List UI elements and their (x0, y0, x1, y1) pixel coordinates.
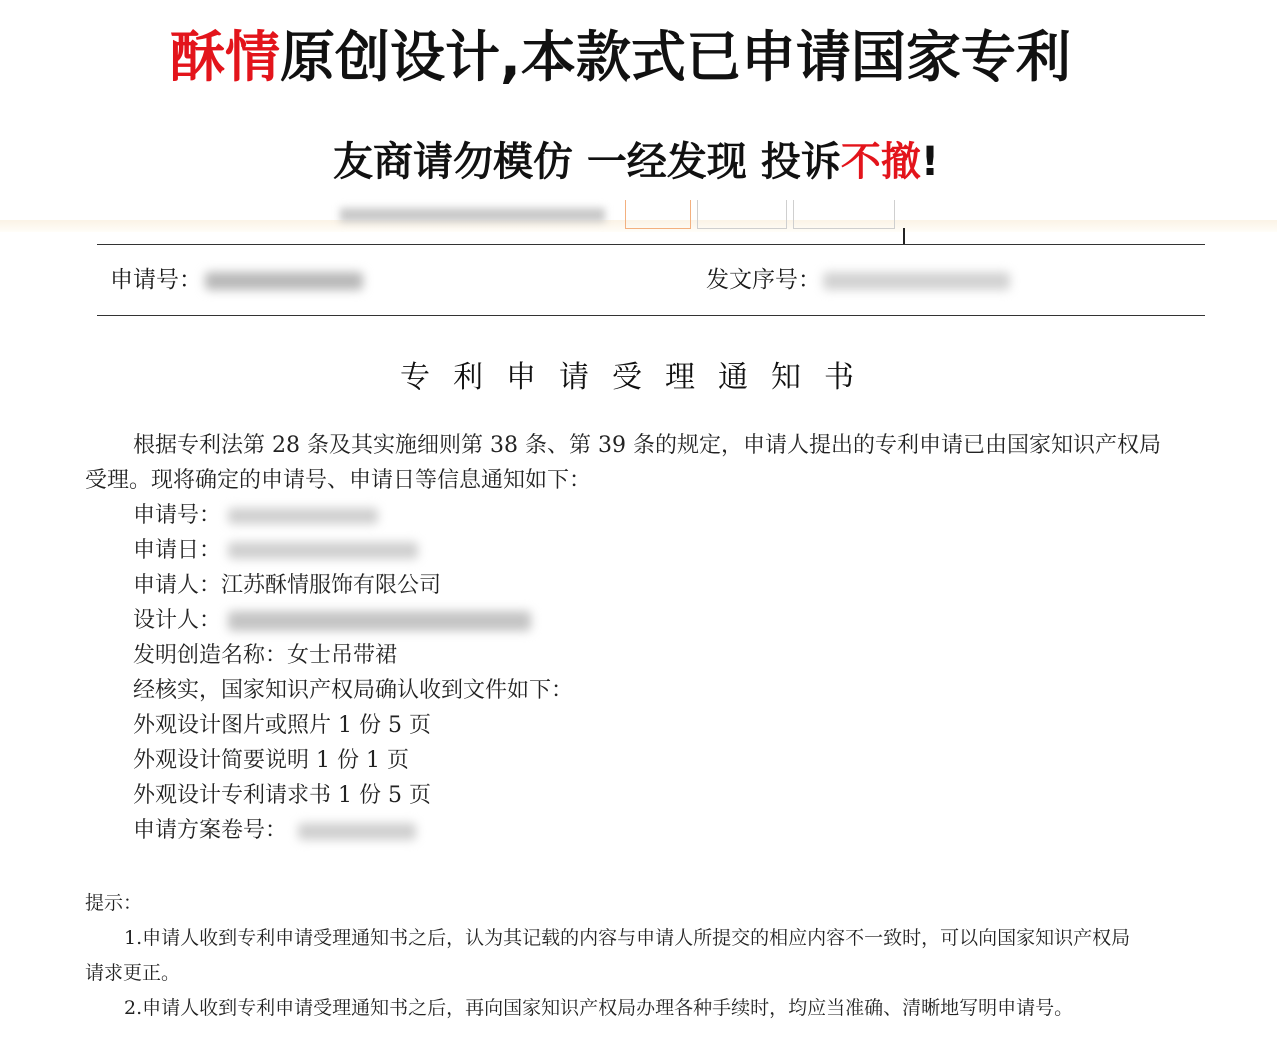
confirm-text: 经核实，国家知识产权局确认收到文件如下： (133, 678, 574, 703)
intro-paragraph-line1: 根据专利法第 28 条及其实施细则第 38 条、第 39 条的规定，申请人提出的专利申请已由国家知识产权局 (133, 433, 1161, 458)
brand-name: 酥情 (170, 25, 281, 89)
application-number-field-redacted (228, 508, 378, 524)
file-item-2: 外观设计简要说明 1 份 1 页 (133, 748, 409, 773)
invention-name-value: 女士吊带裙 (287, 643, 398, 668)
note-1-line2: 请求更正。 (85, 962, 181, 984)
applicant-field (133, 568, 441, 603)
toolbar-button[interactable] (697, 200, 787, 229)
dispatch-number-label: 发文序号： (706, 267, 821, 293)
file-item-1: 外观设计图片或照片 1 份 5 页 (133, 713, 431, 738)
application-number-label: 申请号： (110, 267, 202, 293)
intro-paragraph-line2: 受理。现将确定的申请号、申请日等信息通知如下： (85, 468, 592, 493)
applicant-value: 江苏酥情服饰有限公司 (221, 573, 442, 598)
banner-warning-suffix: ! (920, 139, 940, 185)
toolbar-button[interactable] (625, 200, 691, 229)
banner-warning (333, 136, 939, 188)
scheme-number-redacted (298, 823, 416, 840)
scheme-number-label: 申请方案卷号： (133, 818, 288, 843)
document-title: 专利申请受理通知书 (400, 360, 877, 395)
invention-name-field (133, 638, 397, 673)
toolbar-button[interactable] (793, 200, 895, 229)
application-number-redacted (205, 272, 363, 290)
header-rule-bottom (97, 315, 1205, 316)
note-1-line1: 1.申请人收到专利申请受理通知书之后，认为其记载的内容与申请人所提交的相应内容不一致时，可以向国家知识产权局 (124, 927, 1131, 949)
banner-headline-text: 原创设计,本款式已申请国家专利 (280, 25, 1071, 89)
notes-heading: 提示： (85, 892, 143, 914)
application-date-label: 申请日： (133, 538, 222, 563)
toolbar-separator (903, 228, 905, 244)
banner-headline (170, 22, 1071, 92)
note-2: 2.申请人收到专利申请受理通知书之后，再向国家知识产权局办理各种手续时，均应当准确、清晰地写明申请号。 (124, 997, 1074, 1019)
banner-warning-red: 不撤 (840, 139, 921, 185)
patent-banner (0, 0, 1277, 222)
toolbar-blurred-text (340, 208, 605, 222)
applicant-label: 申请人： (133, 573, 222, 598)
designer-redacted (228, 611, 531, 631)
header-rule-top (97, 244, 1205, 245)
application-number-field-label: 申请号： (133, 503, 222, 528)
file-item-3: 外观设计专利请求书 1 份 5 页 (133, 783, 431, 808)
designer-label: 设计人： (133, 608, 222, 633)
banner-warning-text: 友商请勿模仿 一经发现 投诉 (333, 139, 841, 185)
dispatch-number-redacted (823, 272, 1010, 290)
application-date-redacted (228, 542, 418, 559)
invention-name-label: 发明创造名称： (133, 643, 288, 668)
